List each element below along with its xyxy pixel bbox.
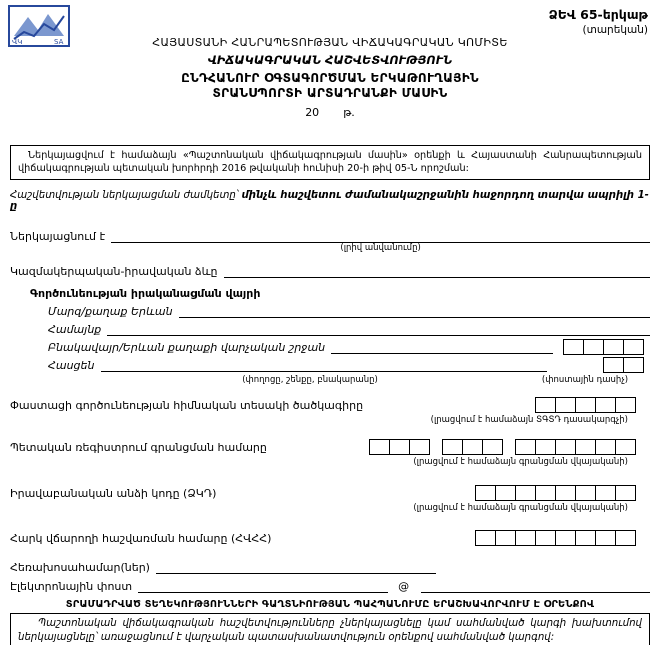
activity-code-boxes	[535, 397, 636, 413]
logo-letters-right: SA	[54, 38, 64, 46]
address-line	[101, 358, 548, 372]
entity-code-cells	[475, 485, 636, 501]
entity-code-row	[10, 485, 650, 501]
presented-by-label: Ներկայացնում է	[10, 230, 106, 244]
address-row	[48, 357, 650, 373]
phone-row	[10, 560, 650, 574]
deadline-label: Հաշվետվության ներկայացման ժամկետը՝	[10, 190, 239, 202]
deadline-value: մինչև հաշվետու ժամանակաշրջանին հաջորդող տարվա ապրիլի 1-ը	[10, 190, 649, 213]
activity-code-hint: (լրացվում է համաձայն ՏԳՏԴ դասակարգչի)	[430, 415, 628, 426]
liability-note-box: Պաշտոնական վիճակագրական հաշվետվությունները չներկայացնելը կամ սահմանված կարգի խախտումով ներկայացնելը՝ առաջացնում է վարչական պատասխանատվություն օրենքով սահմանված կարգով:	[10, 613, 650, 645]
address-captions	[10, 375, 650, 385]
form-code-block	[549, 7, 648, 36]
code-cell	[555, 530, 576, 546]
tin-row	[10, 530, 650, 546]
code-cell	[495, 485, 516, 501]
code-cell	[409, 439, 430, 455]
code-cell	[475, 485, 496, 501]
code-cell	[535, 439, 556, 455]
registry-cells-group3	[515, 439, 636, 455]
registry-number-label: Պետական ռեգիստրում գրանցման համարը	[10, 440, 267, 454]
report-title-line1: ԸՆԴՀԱՆՈՒՐ ՕԳՏԱԳՈՐԾՄԱՆ ԵՐԿԱԹՈՒՂԱՅԻՆ	[181, 71, 479, 85]
phone-label: Հեռախոսահամար(ներ)	[10, 561, 150, 575]
logo-letters-left: ՎԿ	[12, 38, 23, 46]
email-label: Էլեկտրոնային փոստ	[10, 580, 133, 594]
region-line	[179, 304, 650, 318]
code-cell	[603, 339, 624, 355]
code-cell	[575, 397, 596, 413]
code-cell	[442, 439, 463, 455]
code-cell	[515, 439, 536, 455]
activity-code-row	[10, 397, 650, 413]
code-cell	[623, 357, 644, 373]
code-cell	[475, 530, 496, 546]
tin-boxes	[475, 530, 636, 546]
code-cell	[595, 485, 616, 501]
code-cell	[595, 397, 616, 413]
code-cell	[555, 397, 576, 413]
code-cell	[615, 439, 636, 455]
code-cell	[515, 530, 536, 546]
code-cell	[623, 339, 644, 355]
code-cell	[575, 439, 596, 455]
email-at-sign: @	[398, 580, 410, 594]
legal-form-row	[10, 264, 650, 278]
year-prefix: 20	[305, 105, 320, 119]
address-hint: (փողոցը, շենքը, բնակարանը)	[242, 375, 378, 386]
activity-code-label: Փաստացի գործունեության հիմնական տեսակի ծածկագիրը	[10, 398, 364, 412]
email-domain-line	[421, 579, 650, 593]
phone-line	[156, 560, 436, 574]
code-cell	[369, 439, 390, 455]
code-cell	[603, 357, 624, 373]
code-cell	[462, 439, 483, 455]
tin-cells	[475, 530, 636, 546]
report-title-line2: ՏՐԱՆՍՊՈՐՏԻ ԱՐՏԱԴՐԱՆՔԻ ՄԱՍԻՆ	[212, 86, 448, 101]
settlement-line	[331, 340, 553, 354]
email-row	[10, 579, 650, 593]
code-cell	[555, 439, 576, 455]
location-section-title: Գործունեության իրականացման վայրի	[30, 287, 261, 301]
entity-code-label: Իրավաբանական անձի կոդը (ՁԿԴ)	[10, 486, 217, 500]
region-row	[48, 304, 650, 318]
activity-code-cells	[535, 397, 636, 413]
entity-code-boxes	[475, 485, 636, 501]
region-label: Մարզ/քաղաք Երևան	[48, 305, 173, 319]
tin-label: Հարկ վճարողի հաշվառման համարը (ՀՎՀՀ)	[10, 531, 272, 545]
report-kind: ՎԻՃԱԿԱԳՐԱԿԱՆ ՀԱՇՎԵՏՎՈՒԹՅՈՒՆ	[207, 53, 453, 67]
postal-code-cells	[603, 357, 644, 373]
year-suffix: թ.	[343, 105, 355, 119]
code-cell	[575, 485, 596, 501]
code-cell	[615, 530, 636, 546]
code-cell	[555, 485, 576, 501]
code-cell	[495, 530, 516, 546]
address-label: Հասցեն	[48, 358, 95, 372]
code-cell	[563, 339, 584, 355]
code-cell	[595, 439, 616, 455]
armstat-logo	[8, 5, 70, 47]
report-year-line	[10, 106, 650, 119]
report-title	[10, 71, 650, 102]
form-code: ՁԵՎ 65-երկաթ	[548, 7, 648, 22]
settlement-code-cells	[563, 339, 644, 355]
registry-number-hint: (լրացվում է համաձայն գրանցման վկայականի)	[413, 457, 628, 468]
presented-by-line	[111, 229, 650, 254]
legal-form-label: Կազմակերպական-իրավական ձևը	[10, 265, 218, 279]
code-cell	[535, 485, 556, 501]
postal-code-boxes	[603, 357, 644, 373]
code-cell	[615, 485, 636, 501]
community-row	[48, 322, 650, 336]
code-cell	[595, 530, 616, 546]
email-local-line	[138, 579, 388, 593]
legal-basis-box: Ներկայացվում է համաձայն «Պաշտոնական վիճակագրության մասին» օրենքի և Հայաստանի Հանրապետության վիճակագրության պետական խորհրդի 2016 թվականի հունիսի 20-ի թիվ 05-Ն որոշման:	[10, 145, 650, 181]
confidentiality-note: ՏՐԱՄԱԴՐՎԱԾ ՏԵՂԵԿՈՒԹՅՈՒՆՆԵՐԻ ԳԱՂՏՆԻՈՒԹՅԱՆ ՊԱՀՊԱՆՈՒՄԸ ԵՐԱՇԽԱՎՈՐՎՈՒՄ Է ՕՐԵՆՔՈՎ	[65, 599, 595, 611]
code-cell	[389, 439, 410, 455]
settlement-row	[48, 339, 650, 355]
deadline-line	[10, 190, 650, 212]
settlement-label: Բնակավայր/Երևան քաղաքի վարչական շրջան	[48, 340, 326, 354]
registry-number-boxes	[369, 439, 636, 455]
code-cell	[535, 397, 556, 413]
settlement-code-boxes	[563, 339, 644, 355]
registry-cells-group1	[369, 439, 430, 455]
legal-form-line	[224, 264, 651, 278]
community-line	[107, 322, 650, 336]
code-cell	[535, 530, 556, 546]
code-cell	[482, 439, 503, 455]
entity-code-hint: (լրացվում է համաձայն գրանցման վկայականի)	[413, 503, 628, 514]
postal-hint: (փոստային դասիչ)	[541, 375, 629, 386]
presented-by-row	[10, 229, 650, 254]
committee-title: ՀԱՅԱՍՏԱՆԻ ՀԱՆՐԱՊԵՏՈՒԹՅԱՆ ՎԻՃԱԿԱԳՐԱԿԱՆ ԿՈՄԻՏԵ	[152, 36, 508, 49]
code-cell	[515, 485, 536, 501]
community-label: Համայնք	[48, 323, 102, 337]
form-periodicity: (տարեկան)	[582, 24, 648, 36]
registry-cells-group2	[442, 439, 503, 455]
presented-by-hint: (լրիվ անվանումը)	[340, 243, 421, 254]
code-cell	[615, 397, 636, 413]
code-cell	[583, 339, 604, 355]
code-cell	[575, 530, 596, 546]
registry-number-row	[10, 439, 650, 455]
